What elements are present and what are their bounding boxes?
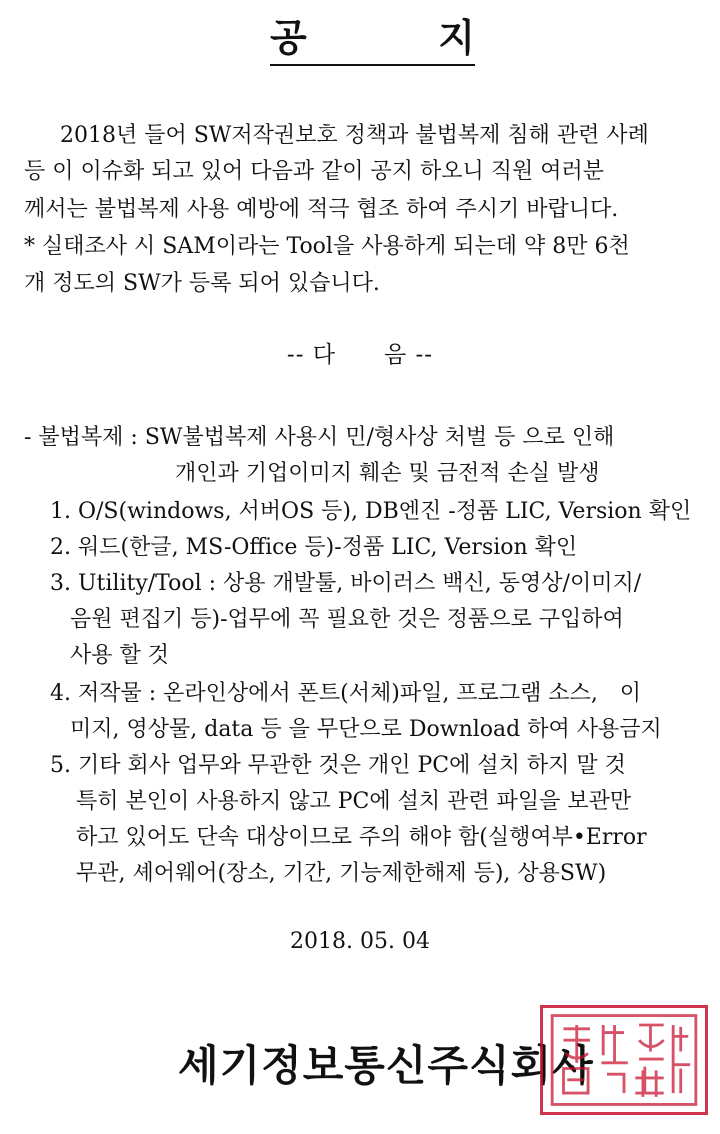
item-line: 사용 할 것 <box>70 643 169 668</box>
seal-icon <box>543 1008 705 1112</box>
item-line: 무관, 셰어웨어(장소, 기간, 기능제한해제 등), 상용SW) <box>76 861 607 886</box>
item-line: 4. 저작물 : 온라인상에서 폰트(서체)파일, 프로그램 소스, 이 <box>50 681 642 706</box>
item-line: - 불법복제 : SW불법복제 사용시 민/형사상 처벌 등 으로 인해 <box>24 425 615 450</box>
item-line: 특히 본인이 사용하지 않고 PC에 설치 관련 파일을 보관만 <box>76 789 632 814</box>
intro-line: 등 이 이슈화 되고 있어 다음과 같이 공지 하오니 직원 여러분 <box>24 159 604 184</box>
intro-line: 개 정도의 SW가 등록 되어 있습니다. <box>24 271 380 296</box>
item-line: 음원 편집기 등)-업무에 꼭 필요한 것은 정품으로 구입하여 <box>70 607 624 632</box>
page-title <box>270 14 475 66</box>
item-line: 2. 워드(한글, MS-Office 등)-정품 LIC, Version 확인 <box>50 535 578 560</box>
item-line: 미지, 영상물, data 등 을 무단으로 Download 하여 사용금지 <box>70 717 662 742</box>
intro-line: * 실태조사 시 SAM이라는 Tool을 사용하게 되는데 약 8만 6천 <box>24 234 630 259</box>
item-line: 1. O/S(windows, 서버OS 등), DB엔진 -정품 LIC, Version 확인 <box>50 499 692 524</box>
intro-line: 께서는 불법복제 사용 예방에 적극 협조 하여 주시기 바랍니다. <box>24 197 619 222</box>
item-line: 3. Utility/Tool : 상용 개발툴, 바이러스 백신, 동영상/이미지/ <box>50 571 642 596</box>
item-line: 5. 기타 회사 업무와 무관한 것은 개인 PC에 설치 하지 말 것 <box>50 753 626 778</box>
company-seal <box>540 1005 708 1115</box>
company-name: 세기정보통신주식회사 <box>178 1041 594 1090</box>
notice-date: 2018. 05. 04 <box>290 929 430 954</box>
intro-line: 2018년 들어 SW저작권보호 정책과 불법복제 침해 관련 사례 <box>60 123 649 148</box>
item-line: 개인과 기업이미지 훼손 및 금전적 손실 발생 <box>175 461 600 486</box>
subheading: -- 다 음 -- <box>286 342 434 368</box>
title-char-2: 지 <box>438 15 475 60</box>
title-char-1: 공 <box>270 15 307 60</box>
item-line: 하고 있어도 단속 대상이므로 주의 해야 함(실행여부•Error <box>76 825 647 850</box>
